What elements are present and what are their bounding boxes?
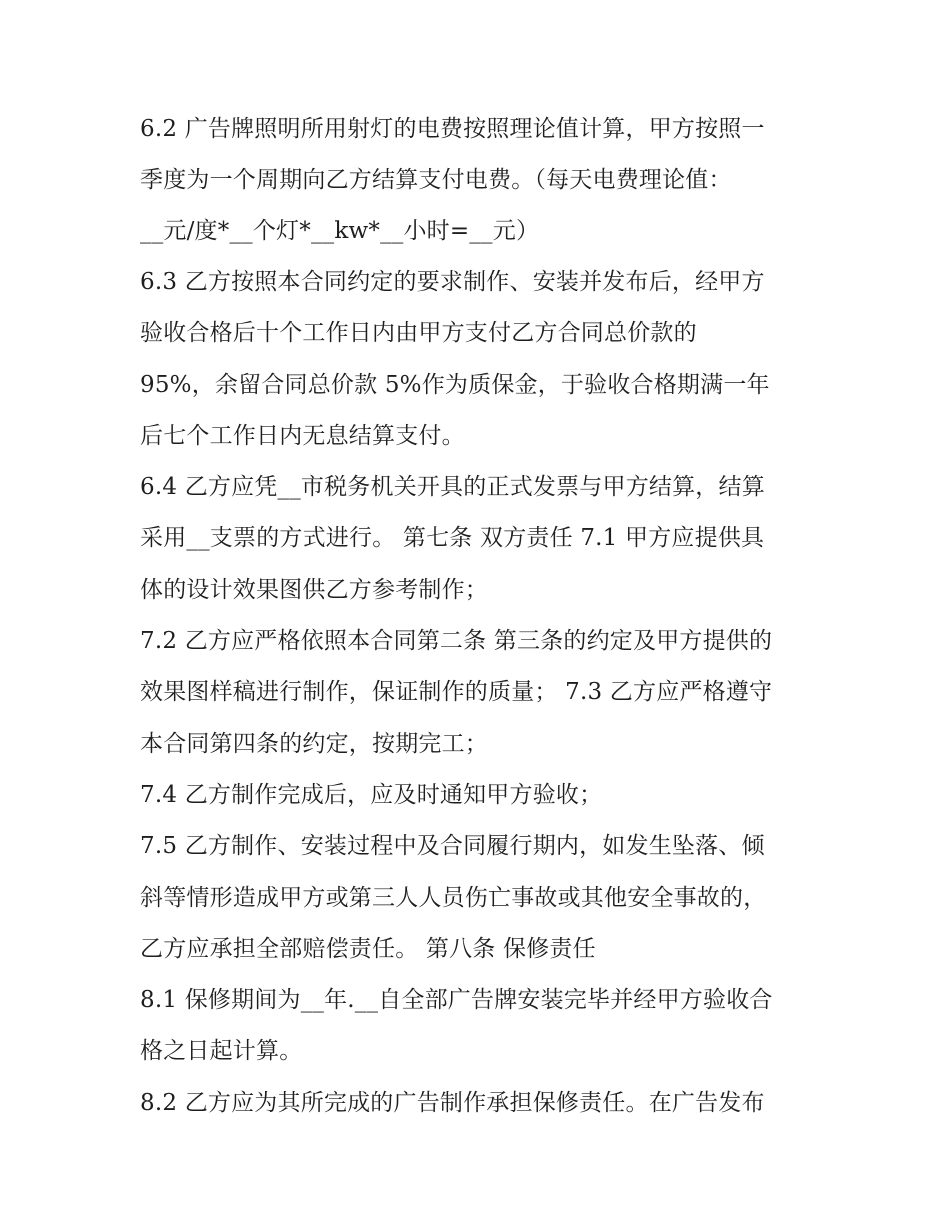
text-line: 后七个工作日内无息结算支付。 (140, 422, 465, 449)
text-line: 验收合格后十个工作日内由甲方支付乙方合同总价款的 (140, 320, 697, 347)
text-line: 8.2 乙方应为其所完成的广告制作承担保修责任。在广告发布 (140, 1089, 765, 1116)
text-line: 8.1 保修期间为__年.__自全部广告牌安装完毕并经甲方验收合 (140, 987, 773, 1014)
text-line: 7.5 乙方制作、安装过程中及合同履行期内，如发生坠落、倾 (140, 833, 765, 860)
text-line: 乙方应承担全部赔偿责任。 第八条 保修责任 (140, 935, 596, 962)
text-line: 体的设计效果图供乙方参考制作； (140, 576, 488, 603)
text-line: 本合同第四条的约定，按期完工； (140, 730, 488, 757)
text-line: 季度为一个周期向乙方结算支付电费。（每天电费理论值： (140, 167, 732, 193)
text-line: 采用__支票的方式进行。 第七条 双方责任 7.1 甲方应提供具 (140, 525, 765, 552)
text-line: 斜等情形造成甲方或第三人人员伤亡事故或其他安全事故的， (140, 884, 767, 911)
text-line: 格之日起计算。 (140, 1038, 303, 1065)
text-line: 95%，余留合同总价款 5%作为质保金，于验收合格期满一年 (140, 371, 770, 398)
text-line: 7.4 乙方制作完成后，应及时通知甲方验收； (140, 781, 603, 808)
text-line: 6.4 乙方应凭__市税务机关开具的正式发票与甲方结算，结算 (140, 474, 765, 501)
text-line: __元/度*__个灯*__kw*__小时=__元） (140, 218, 540, 244)
document-body (140, 104, 820, 1129)
text-line: 6.3 乙方按照本合同约定的要求制作、安装并发布后，经甲方 (140, 269, 765, 295)
text-line: 6.2 广告牌照明所用射灯的电费按照理论值计算，甲方按照一 (140, 116, 765, 142)
text-line: 7.2 乙方应严格依照本合同第二条 第三条的约定及甲方提供的 (140, 628, 773, 655)
text-line: 效果图样稿进行制作，保证制作的质量； 7.3 乙方应严格遵守 (140, 679, 773, 706)
